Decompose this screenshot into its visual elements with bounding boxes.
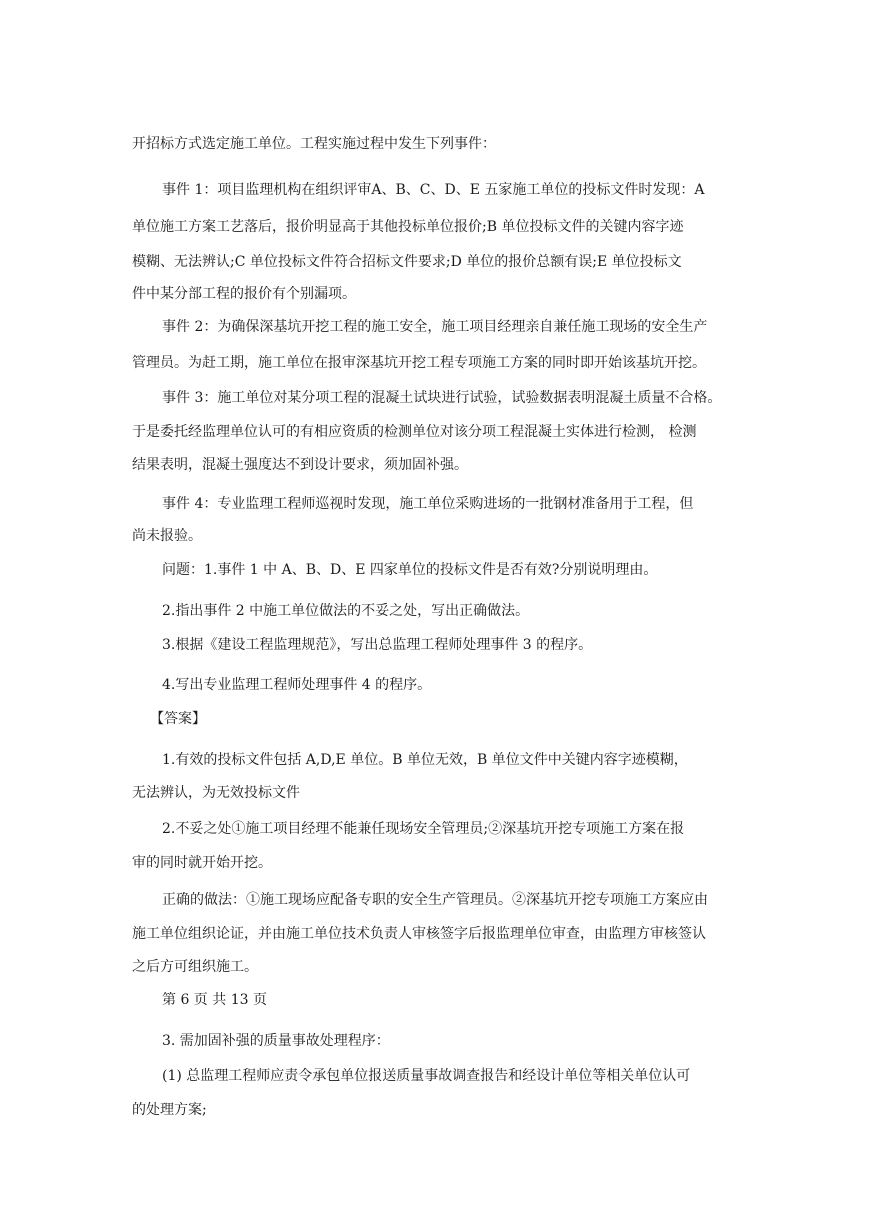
text-line: 结果表明，混凝土强度达不到设计要求，须加固补强。 (132, 457, 468, 473)
text-line: 事件 1：项目监理机构在组织评审A、B、C、D、E 五家施工单位的投标文件时发现：A (162, 182, 705, 198)
text-line: (1) 总监理工程师应责令承包单位报送质量事故调查报告和经设计单位等相关单位认可 (162, 1068, 691, 1084)
text-line: 管理员。为赶工期，施工单位在报审深基坑开挖工程专项施工方案的同时即开始该基坑开挖。 (132, 355, 706, 371)
text-line: 3. 需加固补强的质量事故处理程序： (162, 1033, 390, 1049)
text-line: 事件 3：施工单位对某分项工程的混凝土试块进行试验，试验数据表明混凝土质量不合格。 (162, 390, 722, 406)
text-line: 事件 4：专业监理工程师巡视时发现，施工单位采购进场的一批钢材准备用于工程，但 (162, 496, 694, 512)
text-line: 施工单位组织论证，并由施工单位技术负责人审核签字后报监理单位审查，由监理方审核签认 (132, 926, 706, 942)
text-line: 1.有效的投标文件包括 A,D,E 单位。B 单位无效，B 单位文件中关键内容字迹模糊， (162, 752, 688, 768)
text-line: 单位施工方案工艺落后，报价明显高于其他投标单位报价;B 单位投标文件的关键内容字迹 (132, 219, 684, 235)
text-line: 4.写出专业监理工程师处理事件 4 的程序。 (162, 677, 432, 693)
text-line: 审的同时就开始开挖。 (132, 855, 272, 871)
text-line: 3.根据《建设工程监理规范》，写出总监理工程师处理事件 3 的程序。 (162, 637, 593, 653)
text-line: 2.不妥之处①施工项目经理不能兼任现场安全管理员;②深基坑开挖专项施工方案在报 (162, 821, 685, 837)
text-line: 件中某分部工程的报价有个别漏项。 (132, 286, 356, 302)
text-line: 【答案】 (150, 711, 206, 727)
text-line: 尚未报验。 (132, 528, 202, 544)
text-line: 开招标方式选定施工单位。工程实施过程中发生下列事件： (132, 136, 496, 152)
text-line: 2.指出事件 2 中施工单位做法的不妥之处，写出正确做法。 (162, 603, 530, 619)
text-line: 无法辨认，为无效投标文件 (132, 785, 300, 801)
text-line: 问题：1.事件 1 中 A、B、D、E 四家单位的投标文件是否有效?分别说明理由。 (162, 562, 658, 578)
text-line: 于是委托经监理单位认可的有相应资质的检测单位对该分项工程混凝土实体进行检测， 检测 (132, 424, 697, 440)
text-line: 正确的做法：①施工现场应配备专职的安全生产管理员。②深基坑开挖专项施工方案应由 (162, 892, 708, 908)
text-line: 事件 2：为确保深基坑开挖工程的施工安全，施工项目经理亲自兼任施工现场的安全生产 (162, 319, 708, 335)
text-line: 的处理方案; (132, 1102, 207, 1118)
text-line: 之后方可组织施工。 (132, 959, 258, 975)
page-number: 第 6 页 共 13 页 (162, 992, 267, 1008)
text-line: 模糊、无法辨认;C 单位投标文件符合招标文件要求;D 单位的报价总额有误;E 单位投标文 (132, 254, 682, 270)
